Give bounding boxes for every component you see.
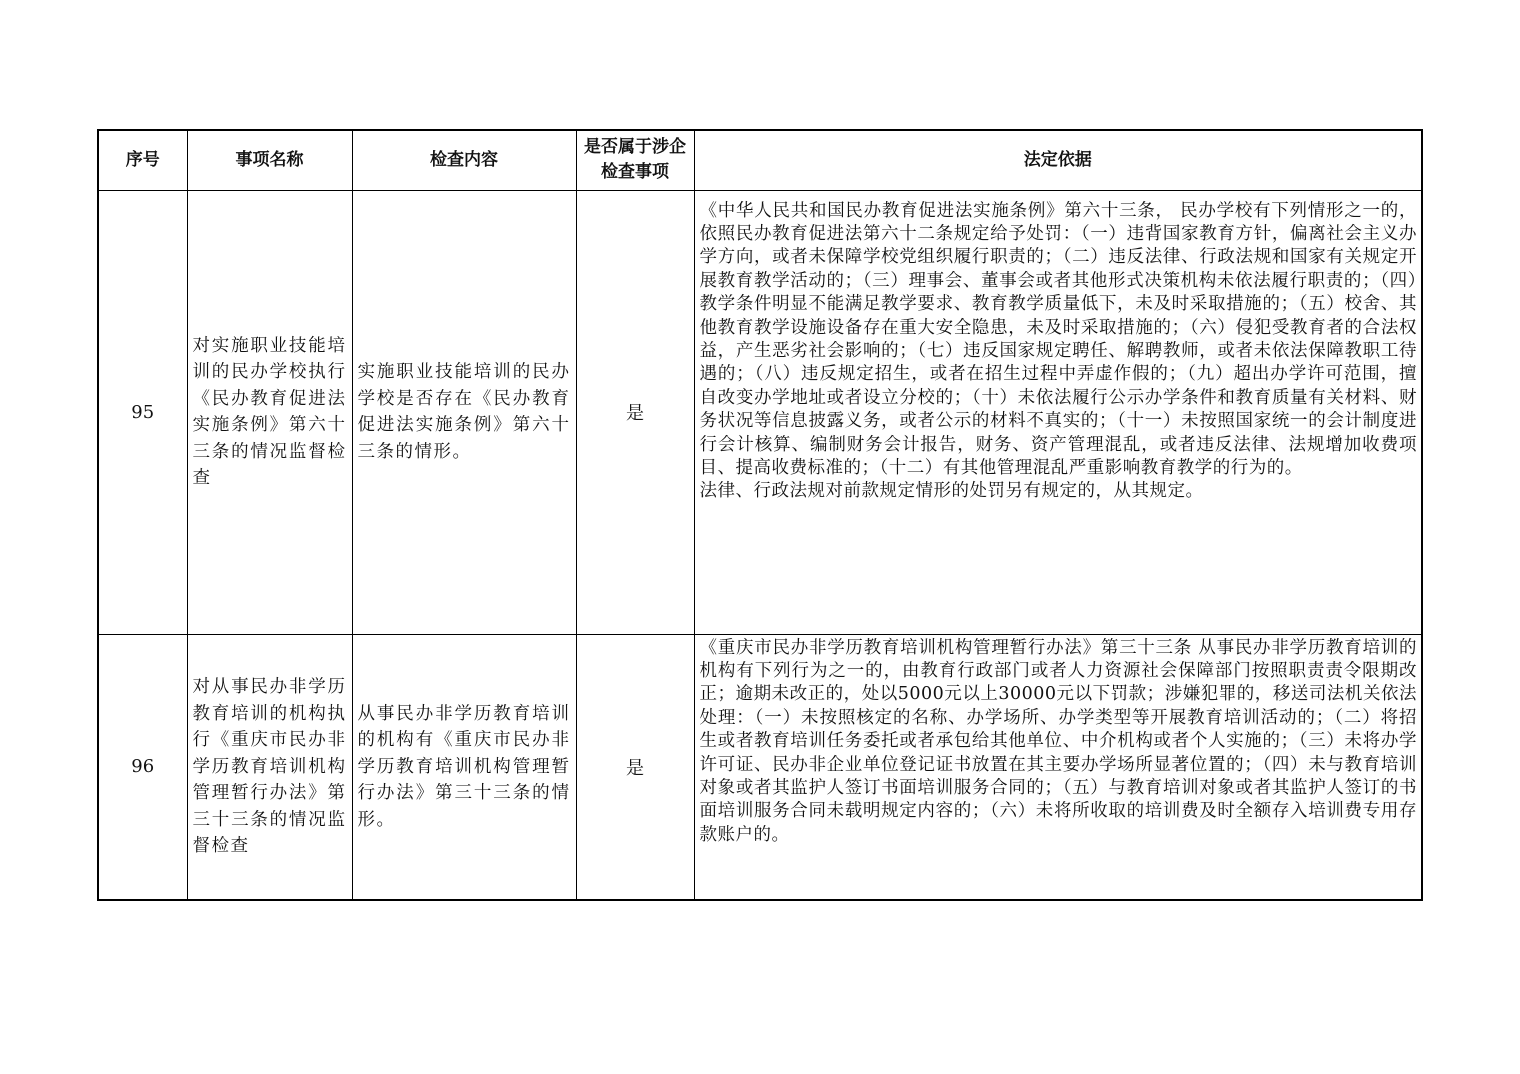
row-enterprise-flag: 是 — [576, 634, 694, 900]
row-item-name: 对从事民办非学历教育培训的机构执行《重庆市民办非学历教育培训机构管理暂行办法》第三十三条的情况监督检查 — [187, 634, 352, 900]
header-row — [98, 130, 1422, 190]
row-enterprise-flag: 是 — [576, 190, 694, 634]
document-page — [97, 129, 1421, 901]
row-item-name: 对实施职业技能培训的民办学校执行《民办教育促进法实施条例》第六十三条的情况监督检查 — [187, 190, 352, 634]
row-legal-basis — [694, 190, 1422, 634]
row-inspection-content: 从事民办非学历教育培训的机构有《重庆市民办非学历教育培训机构管理暂行办法》第三十三条的情形。 — [352, 634, 576, 900]
header-seq: 序号 — [98, 130, 187, 190]
table-body — [98, 190, 1422, 900]
header-content: 检查内容 — [352, 130, 576, 190]
row-seq: 96 — [98, 634, 187, 900]
row-inspection-content: 实施职业技能培训的民办学校是否存在《民办教育促进法实施条例》第六十三条的情形。 — [352, 190, 576, 634]
regulation-table — [97, 129, 1423, 901]
row-legal-basis — [694, 634, 1422, 900]
legal-basis-paragraph: 法律、行政法规对前款规定情形的处罚另有规定的，从其规定。 — [699, 481, 1204, 502]
legal-basis-paragraph: 《中华人民共和国民办教育促进法实施条例》第六十三条， 民办学校有下列情形之一的，依照民办教育促进法第六十二条规定给予处罚：（一）违背国家教育方针，偏离社会主义办学方向，或者未保障学校党组织履行职责的；（二）违反法律、行政法规和国家有关规定开展教育教学活动的；（三）理事会、董事会或者其他形式决策机构未依法履行职责的；（四）教学条件明显不能满足教学要求、教育教学质量低下，未及时采取措施的；（五）校舍、其他教育教学设施设备存在重大安全隐患，未及时采取措施的；（六）侵犯受教育者的合法权益，产生恶劣社会影响的；（七）违反国家规定聘任、解聘教师，或者未依法保障教职工待遇的；（八）违反规定招生，或者在招生过程中弄虚作假的；（九）超出办学许可范围，擅自改变办学地址或者设立分校的；（十）未依法履行公示办学条件和教育质量有关材料、财务状况等信息披露义务，或者公示的材料不真实的；（十一）未按照国家统一的会计制度进行会计核算、编制财务会计报告，财务、资产管理混乱，或者违反法律、法规增加收费项目、提高收费标准的；（十二）有其他管理混乱严重影响教育教学的行为的。 — [699, 200, 1417, 478]
table-row — [98, 190, 1422, 634]
header-basis: 法定依据 — [694, 130, 1422, 190]
header-enterprise: 是否属于涉企检查事项 — [576, 130, 694, 190]
row-seq: 95 — [98, 190, 187, 634]
table-row — [98, 634, 1422, 900]
header-name: 事项名称 — [187, 130, 352, 190]
legal-basis-paragraph: 《重庆市民办非学历教育培训机构管理暂行办法》第三十三条 从事民办非学历教育培训的机构有下列行为之一的，由教育行政部门或者人力资源社会保障部门按照职责责令限期改正；逾期未改正的，处以5000元以上30000元以下罚款；涉嫌犯罪的，移送司法机关依法处理：（一）未按照核定的名称、办学场所、办学类型等开展教育培训活动的；（二）将招生或者教育培训任务委托或者承包给其他单位、中介机构或者个人实施的；（三）未将办学许可证、民办非企业单位登记证书放置在其主要办学场所显著位置的；（四）未与教育培训对象或者其监护人签订书面培训服务合同的；（五）与教育培训对象或者其监护人签订的书面培训服务合同未载明规定内容的；（六）未将所收取的培训费及时全额存入培训费专用存款账户的。 — [699, 637, 1417, 845]
table-header — [98, 130, 1422, 190]
